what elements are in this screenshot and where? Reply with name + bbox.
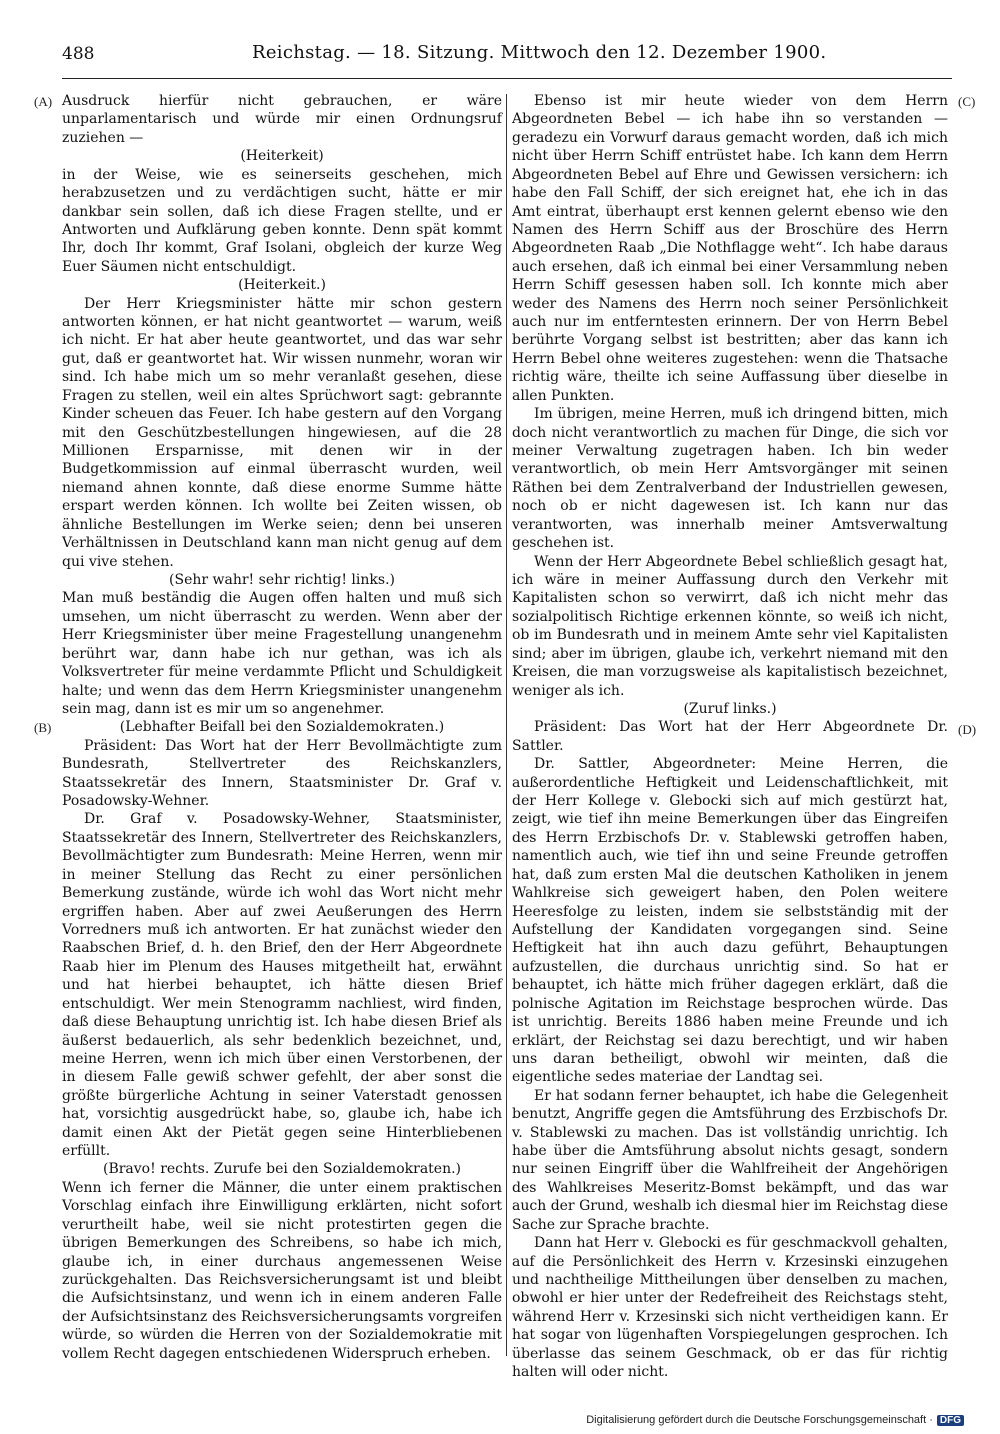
paragraph: Ausdruck hierfür nicht gebrauchen, er wäre unparlamentarisch und würde mir einen Ordnungsruf zuziehen — [62, 93, 502, 146]
paragraph: Man muß beständig die Augen offen halten und muß sich umsehen, um nicht überrascht zu werden. Wenn aber der Herr Kriegsminister über meine Fragestellung unangenehm berührt war, dann habe ich nur gethan, was ich als Volksvertreter für meine verdammte Pflicht und Schuldigkeit halte; und wenn das dem Herrn Kriegsminister unangenehm sein mag, dann ist es mir um so angenehmer. [62, 590, 502, 717]
margin-label-d: (D) [958, 722, 977, 737]
speaker-paragraph: Präsident: Das Wort hat der Herr Abgeordnete Dr. Sattler. [512, 719, 948, 754]
paragraph: Ebenso ist mir heute wieder von dem Herrn Abgeordneten Bebel — ich habe ihn so verstanden — geradezu ein Vorwurf daraus gemacht worden, daß ich mich nicht über Herrn Schiff entrüstet habe. Ich kann dem Herrn Abgeordneten Bebel auf Ehre und Gewissen versichern: ich habe den Fall Schiff, der sich ereignet hat, ehe ich in das Amt eintrat, überhaupt erst kennen gelernt ebenso wie den Namen des Herrn Schiff aus der Broschüre des Herrn Abgeordneten Raab „Die Nothflagge weht“. Ich habe daraus auch ersehen, daß ich einmal bei einer Versammlung neben Herrn Schiff gesessen haben soll. Ich konnte mich aber weder des Namens des Herrn noch seiner Persönlichkeit auch nur im entferntesten erinnern. Der von Herrn Bebel berührte Vorgang selbst ist bestritten; aber das kann ich Herrn Bebel ohne weiteres zugestehen: wenn die Thatsache richtig wäre, theilte ich seine Auffassung über dieselbe in allen Punkten. [512, 93, 948, 404]
dfg-logo: DFG [937, 1415, 964, 1426]
margin-label-a: (A) [34, 94, 53, 109]
interjection: (Heiterkeit) [240, 148, 324, 165]
left-column [62, 92, 502, 1363]
interjection: (Lebhafter Beifall bei den Sozialdemokraten.) [119, 719, 445, 736]
speaker-paragraph: Dr. Sattler, Abgeordneter: Meine Herren, die außerordentliche Heftigkeit und Leidenschaftlichkeit, mit der Herr Kollege v. Glebocki sich auf mich gestürzt hat, zeigt, wie tief ihn meine Bemerkungen über das Eingreifen des Herrn Erzbischofs Dr. v. Stablewski getroffen haben, namentlich auch, wie tief ihn und seine Freunde getroffen hat, daß zum ersten Mal die deutschen Katholiken in jenem Wahlkreise sich geweigert haben, den Polen weitere Heeresfolge zu leisten, indem sie selbstständig mit der Aufstellung der Kandidaten vorgegangen sind. Seine Heftigkeit hat ihn auch dazu geführt, Behauptungen aufzustellen, die durchaus unrichtig sind. So hat er behauptet, ich hätte mich früher dagegen erklärt, daß die polnische Agitation im Reichstage besprochen würde. Das ist unrichtig. Bereits 1886 haben meine Freunde und ich erklärt, der Reichstag sei dazu berechtigt, und wir haben uns daran betheiligt, obwohl wir meinten, daß die eigentliche sedes materiae der Landtag sei. [512, 756, 948, 1086]
interjection: (Zuruf links.) [683, 700, 777, 717]
page-footer [586, 1414, 964, 1426]
paragraph: Er hat sodann ferner behauptet, ich habe die Gelegenheit benutzt, Angriffe gegen die Amtsführung des Erzbischofs Dr. v. Stablewski zu machen. Das ist vollständig unrichtig. Ich habe über die Amtsführung absolut nichts gesagt, sondern nur seinen Eingriff über die Wahlfreiheit der Angehörigen des Wahlkreises Meseritz-Bomst bekämpft, und das war auch der Grund, weshalb ich diesmal hier im Reichstag diese Sache zur Sprache brachte. [512, 1087, 948, 1233]
paragraph: Im übrigen, meine Herren, muß ich dringend bitten, mich doch nicht verantwortlich zu machen für Dinge, die sich vor meiner Verwaltung zugetragen haben. Ich bin weder verantwortlich, ob mein Herr Amtsvorgänger mit seinen Räthen bei dem Zentralverband der Industriellen gewesen, noch ob er nicht dagewesen ist. Ich kann nur das verantworten, was innerhalb meiner Amtsverwaltung geschehen ist. [512, 406, 948, 552]
footer-text: Digitalisierung gefördert durch die Deutsche Forschungsgemeinschaft · [586, 1414, 933, 1426]
paragraph: Der Herr Kriegsminister hätte mir schon gestern antworten können, er hat nicht geantwortet — warum, weiß ich nicht. Er hat aber heute geantwortet, und das war sehr gut, daß er geantwortet hat. Wir wissen nunmehr, woran wir sind. Ich habe mich um so mehr veranlaßt gesehen, diese Fragen zu stellen, weil ein altes Sprüchwort sagt: gebrannte Kinder scheuen das Feuer. Ich habe gestern auf den Vorgang mit den Geschützbestellungen hingewiesen, auf die 28 Millionen Ersparnisse, mit denen wir in der Budgetkommission auf einmal überrascht wurden, weil niemand ahnen konnte, daß diese enorme Summe hätte erspart werden können. Ich wollte bei Zeiten wissen, ob ähnliche Bestellungen im Werke seien; denn bei unseren Verhältnissen in Deutschland kann man nicht genug auf dem qui vive stehen. [62, 295, 502, 570]
page-header [62, 40, 952, 70]
column-divider [506, 94, 507, 1356]
interjection: (Heiterkeit.) [238, 277, 326, 294]
speaker-paragraph: Dr. Graf v. Posadowsky-Wehner, Staatsminister, Staatssekretär des Innern, Stellvertreter des Reichskanzlers, Bevollmächtigter zum Bundesrath: Meine Herren, wenn mir in meiner Stellung das Recht zu einer persönlichen Bemerkung zustände, würde ich wohl das Wort nicht mehr ergriffen haben. Aber auf zwei Aeußerungen des Herrn Vorredners muß ich antworten. Er hat zunächst wieder den Raabschen Brief, d. h. den Brief, den der Herr Abgeordnete Raab hier im Plenum des Hauses mitgetheilt hat, erwähnt und hat hierbei behauptet, ich hätte diesen Brief entschuldigt. Wer mein Stenogramm nachliest, wird finden, daß diese Behauptung unrichtig ist. Ich habe diesen Brief als äußerst bedauerlich, als sehr bedenklich bezeichnet, und, meine Herren, wenn ich mich über einen Verstorbenen, der in diesem Falle gewiß schwer gefehlt, der aber sonst die größte bürgerliche Achtung in seiner Vaterstadt genossen hat, vorsichtig ausgedrückt habe, so, glaube ich, habe ich damit einen Akt der Pietät gegen seine Hinterbliebenen erfüllt. [62, 811, 502, 1160]
paragraph: Wenn der Herr Abgeordnete Bebel schließlich gesagt hat, ich wäre in meiner Auffassung durch den Verkehr mit Kapitalisten schon so verwirrt, daß ich nicht mehr das sozialpolitisch Richtige erkennen könnte, so weiß ich nicht, ob im Bundesrath und in meinem Amte sehr viel Kapitalisten sind; aber im übrigen, glaube ich, verkehrt niemand mit den Kreisen, die man vorzugsweise als kapitalistisch bezeichnet, weniger als ich. [512, 553, 948, 699]
paragraph: Dann hat Herr v. Glebocki es für geschmackvoll gehalten, auf die Persönlichkeit des Herrn v. Krzesinski einzugehen und nachtheilige Mittheilungen über denselben zu machen, obwohl er hier unter der Redefreiheit des Reichstags steht, während Herr v. Krzesinski sich nicht vertheidigen kann. Er hat sogar von lügenhaften Vorspiegelungen gesprochen. Ich überlasse das seinem Geschmack, ob er das für richtig halten will oder nicht. [512, 1235, 948, 1381]
paragraph: in der Weise, wie es seinerseits geschehen, mich herabzusetzen und zu verdächtigen sucht, hätte er mir dankbar sein sollen, daß ich diese Fragen stellte, und er Antworten und Aufklärung geben konnte. Denn spät kommt Ihr, doch Ihr kommt, Graf Isolani, obgleich der kurze Weg Euer Säumen nicht entschuldigt. [62, 166, 502, 275]
interjection: (Bravo! rechts. Zurufe bei den Sozialdemokraten.) [102, 1161, 462, 1178]
speaker-paragraph: Präsident: Das Wort hat der Herr Bevollmächtigte zum Bundesrath, Stellvertreter des Reichskanzlers, Staatssekretär des Innern, Staatsminister Dr. Graf v. Posadowsky-Wehner. [62, 737, 502, 810]
header-rule [62, 78, 952, 79]
page-number: 488 [62, 44, 95, 64]
right-column [512, 92, 948, 1382]
running-title: Reichstag. — 18. Sitzung. Mittwoch den 12. Dezember 1900. [252, 42, 827, 63]
margin-label-b: (B) [34, 720, 52, 735]
interjection: (Sehr wahr! sehr richtig! links.) [169, 571, 395, 588]
paragraph: Wenn ich ferner die Männer, die unter einem praktischen Vorschlag einfach ihre Einwilligung erklärten, nicht sofort verurtheilt habe, weil sie nicht protestirten gegen die übrigen Bemerkungen des Schreibens, so habe ich mich, glaube ich, in einer durchaus angemessenen Weise zurückgehalten. Das Reichsversicherungsamt ist und bleibt die Aufsichtsinstanz, und wenn ich in einem anderen Falle der Aufsichtsinstanz des Reichsversicherungsamts vorgreifen würde, so würden die Herren von der Sozialdemokratie mit vollem Recht dagegen entschiedenen Widerspruch erheben. [62, 1179, 502, 1362]
margin-label-c: (C) [958, 94, 976, 109]
